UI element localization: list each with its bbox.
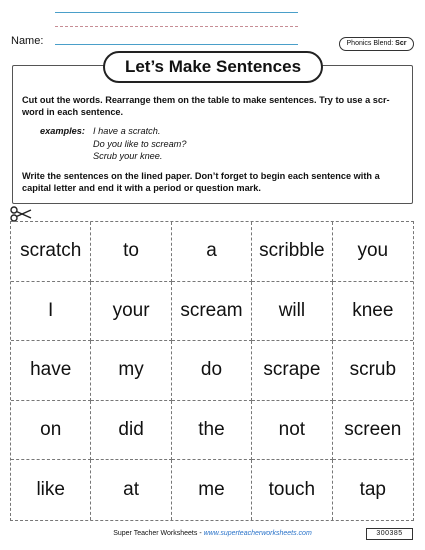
word-card[interactable]: like	[11, 460, 91, 520]
badge-prefix: Phonics Blend:	[346, 40, 394, 47]
word-card[interactable]: have	[11, 341, 91, 401]
worksheet-code: 300385	[366, 528, 413, 540]
top-guide-line	[55, 12, 298, 13]
footer	[0, 530, 425, 537]
word-cards-grid	[10, 221, 414, 521]
word-card[interactable]: scrub	[333, 341, 413, 401]
word-card[interactable]: on	[11, 401, 91, 461]
word-card[interactable]: scream	[172, 282, 252, 342]
word-card[interactable]: screen	[333, 401, 413, 461]
phonics-blend-badge	[339, 37, 414, 51]
top-dashed-guide-line	[55, 26, 298, 27]
word-card[interactable]: you	[333, 222, 413, 282]
word-card[interactable]: to	[91, 222, 171, 282]
word-card[interactable]: did	[91, 401, 171, 461]
instructions-first: Cut out the words. Rearrange them on the table to make sentences. Try to use a scr-word in each sentence.	[22, 95, 390, 117]
example-sentence: Scrub your knee.	[93, 151, 163, 161]
example-sentence: I have a scratch.	[93, 126, 161, 136]
name-field-line[interactable]	[55, 44, 298, 45]
footer-brand: Super Teacher Worksheets	[113, 530, 198, 537]
example-sentence: Do you like to scream?	[93, 139, 187, 149]
word-card[interactable]: scratch	[11, 222, 91, 282]
word-card[interactable]: my	[91, 341, 171, 401]
word-card[interactable]: not	[252, 401, 332, 461]
word-card[interactable]: me	[172, 460, 252, 520]
footer-separator: -	[197, 530, 204, 537]
word-card[interactable]: touch	[252, 460, 332, 520]
word-card[interactable]: scrape	[252, 341, 332, 401]
footer-url-link[interactable]: www.superteacherworksheets.com	[203, 530, 312, 537]
badge-value: Scr	[395, 40, 407, 47]
word-card[interactable]: do	[172, 341, 252, 401]
word-card[interactable]: tap	[359, 479, 386, 501]
instructions-second: Write the sentences on the lined paper. Don’t forget to begin each sentence with a capital letter and end it with a period or question mark.	[22, 171, 380, 193]
word-card[interactable]: at	[91, 460, 171, 520]
scissors-icon	[10, 206, 32, 222]
word-card[interactable]: your	[91, 282, 171, 342]
page-title: Let’s Make Sentences	[103, 51, 323, 83]
word-card[interactable]: scribble	[252, 222, 332, 282]
examples-label: examples:	[40, 126, 85, 136]
word-card[interactable]: a	[172, 222, 252, 282]
name-label: Name:	[11, 35, 44, 47]
word-card[interactable]: I	[11, 282, 91, 342]
word-card[interactable]: knee	[333, 282, 413, 342]
word-card[interactable]: the	[172, 401, 252, 461]
word-card[interactable]: will	[252, 282, 332, 342]
